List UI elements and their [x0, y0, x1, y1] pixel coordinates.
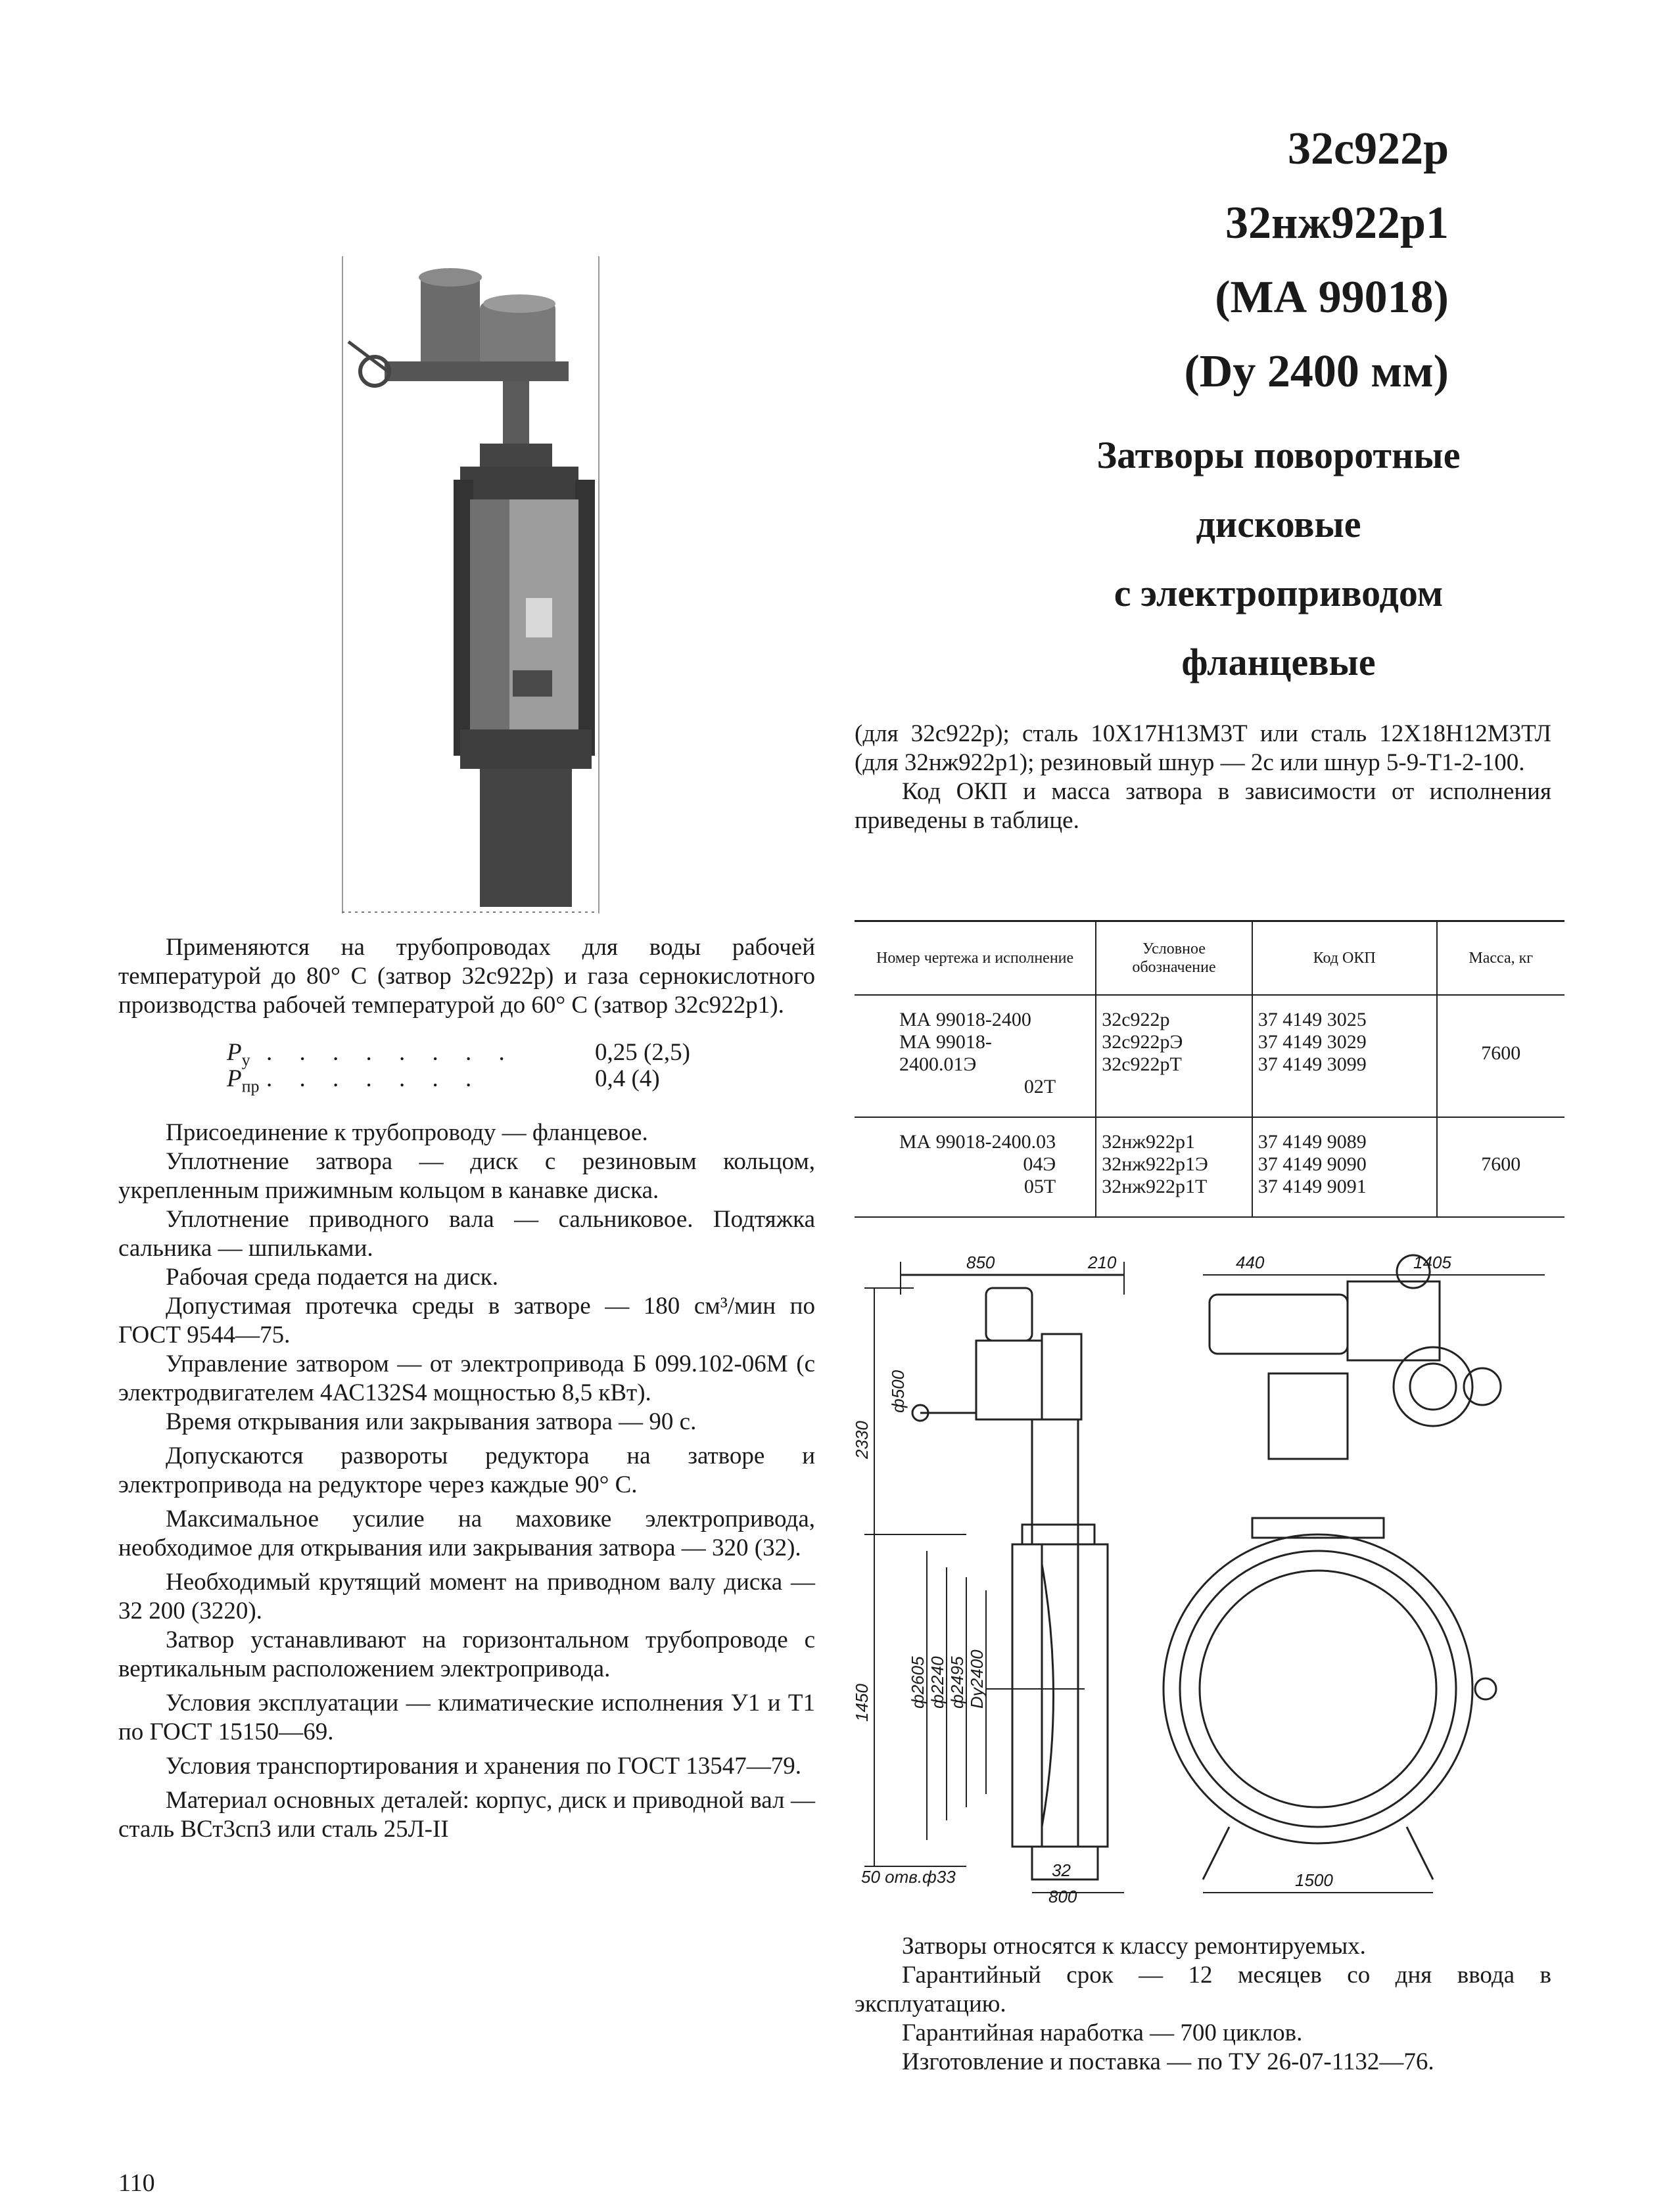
param-row-ppr: [227, 1065, 815, 1096]
title-codes: [1184, 112, 1449, 409]
okp-note: Код ОКП и масса затвора в зависимости от исполнения приведены в таблице.: [855, 778, 1551, 834]
param-value: 0,25 (2,5): [595, 1039, 690, 1066]
param-subscript: пр: [241, 1076, 260, 1096]
designation: 32нж922р1Э: [1102, 1153, 1208, 1175]
dim-850: 850: [966, 1253, 995, 1272]
table-row: [855, 1117, 1564, 1217]
designation: 32с922р: [1102, 1009, 1170, 1030]
drawing-number: МА 99018-2400.01Э: [899, 1031, 992, 1075]
drawing-number: МА 99018-2400: [899, 1009, 1031, 1030]
manufacturing-note: Изготовление и поставка — по ТУ 26-07-1132—76.: [902, 2048, 1434, 2075]
drawing-number: 04Э: [1023, 1153, 1056, 1175]
materials-continuation: (для 32с922р); сталь 10Х17Н13М3Т или сталь 12Х18Н12М3ТЛ (для 32нж922р1); резиновый шнур — 2с или шнур 5-9-Т1-2-100.: [855, 720, 1551, 776]
param-symbol: P: [227, 1039, 242, 1066]
leader-dots: . . . . . . .: [266, 1065, 482, 1092]
paragraph: Управление затвором — от электропривода Б 099.102-06М (с электродвигателем 4АС132S4 мощностью 8,5 кВт).: [118, 1350, 815, 1406]
page-number: 110: [118, 2169, 155, 2197]
drawing-cell: [855, 995, 1096, 1117]
header-designation: Условное обозначение: [1096, 921, 1252, 996]
designation: 32с922рЭ: [1102, 1031, 1183, 1053]
operating-cycles-note: Гарантийная наработка — 700 циклов.: [902, 2019, 1303, 2046]
paragraph: Условия транспортирования и хранения по ГОСТ 13547—79.: [166, 1753, 802, 1780]
okp-code: 37 4149 9091: [1258, 1176, 1367, 1197]
header-mass: Масса, кг: [1437, 921, 1564, 996]
paragraph: Уплотнение затвора — диск с резиновым кольцом, укрепленным прижимным кольцом в канавке диска.: [118, 1148, 815, 1204]
dim-dy2400: Dу2400: [967, 1649, 987, 1709]
drawing-number: 02Т: [1023, 1076, 1056, 1097]
header-okp: Код ОКП: [1252, 921, 1437, 996]
designation: 32нж922р1: [1102, 1131, 1195, 1153]
param-row-pu: [227, 1039, 815, 1070]
product-heading: [855, 421, 1669, 697]
dim-1405: 1405: [1413, 1253, 1451, 1272]
leader-dots: . . . . . . . .: [266, 1039, 515, 1066]
okp-code: 37 4149 9089: [1258, 1131, 1367, 1153]
dim-holes: 50 отв.ф33: [861, 1867, 956, 1887]
drawing-number: МА 99018-2400.03: [899, 1131, 1056, 1153]
mass-cell: 7600: [1437, 995, 1564, 1117]
dim-d2495: ф2495: [947, 1656, 967, 1709]
param-value: 0,4 (4): [595, 1065, 660, 1092]
designation: 32нж922р1Т: [1102, 1176, 1208, 1197]
table-row: [855, 995, 1564, 1117]
paragraph: Присоединение к трубопроводу — фланцевое.: [166, 1119, 648, 1146]
title-code-3: (МА 99018): [1215, 272, 1449, 323]
paragraph: Затвор устанавливают на горизонтальном трубопроводе с вертикальным расположением электропривода.: [118, 1626, 815, 1682]
title-code-1: 32с922р: [1288, 124, 1449, 174]
dim-210: 210: [1088, 1253, 1117, 1272]
bottom-text: [855, 1932, 1551, 2077]
designation-cell: [1096, 995, 1252, 1117]
dim-800: 800: [1048, 1887, 1077, 1906]
pressure-params: [227, 1039, 815, 1096]
drawing-cell: [855, 1117, 1096, 1217]
table-header-row: [855, 921, 1564, 996]
paragraph: Максимальное усилие на маховике электропривода, необходимое для открывания или закрывания затвора — 320 (32).: [118, 1506, 815, 1561]
dim-d2605: ф2605: [908, 1656, 928, 1709]
dim-32: 32: [1052, 1860, 1071, 1880]
designation: 32с922рТ: [1102, 1053, 1182, 1075]
warranty-note: Гарантийный срок — 12 месяцев со дня ввода в эксплуатацию.: [855, 1962, 1551, 2017]
paragraph: Рабочая среда подается на диск.: [166, 1264, 498, 1291]
heading-line-4: фланцевые: [1181, 641, 1376, 683]
paragraph: Уплотнение приводного вала — сальниковое. Подтяжка сальника — шпильками.: [118, 1206, 815, 1262]
repairable-note: Затворы относятся к классу ремонтируемых.: [902, 1933, 1366, 1960]
okp-code: 37 4149 3025: [1258, 1009, 1367, 1030]
dim-1500: 1500: [1295, 1870, 1333, 1890]
paragraph: Время открывания или закрывания затвора — 90 с.: [166, 1408, 697, 1435]
mass-cell: 7600: [1437, 1117, 1564, 1217]
intro-paragraph: Применяются на трубопроводах для воды рабочей температурой до 80° С (затвор 32с922р) и газа сернокислотного производства рабочей температурой до 60° С (затвор 32с922р1).: [118, 934, 815, 1019]
header-drawing: Номер чертежа и исполнение: [855, 921, 1096, 996]
technical-drawing: [835, 1235, 1578, 1906]
okp-cell: [1252, 995, 1437, 1117]
left-column: [118, 933, 815, 1844]
paragraph: Допустимая протечка среды в затворе — 180 см³/мин по ГОСТ 9544—75.: [118, 1293, 815, 1348]
right-column: [855, 720, 1551, 835]
okp-cell: [1252, 1117, 1437, 1217]
valve-photo: [316, 256, 624, 913]
paragraph: Условия эксплуатации — климатические исполнения У1 и Т1 по ГОСТ 15150—69.: [118, 1690, 815, 1745]
okp-code: 37 4149 3029: [1258, 1031, 1367, 1053]
param-symbol: P: [227, 1065, 242, 1092]
okp-code: 37 4149 3099: [1258, 1053, 1367, 1075]
dim-440: 440: [1236, 1253, 1265, 1272]
dim-1450: 1450: [852, 1684, 872, 1722]
title-code-2: 32нж922р1: [1225, 198, 1449, 248]
designation-cell: [1096, 1117, 1252, 1217]
paragraph: Допускаются развороты редуктора на затворе и электропривода на редукторе через каждые 90° С.: [118, 1442, 815, 1498]
title-code-4: (Dу 2400 мм): [1184, 346, 1449, 397]
dim-2330: 2330: [852, 1421, 872, 1459]
param-subscript: у: [241, 1050, 250, 1070]
heading-line-1: Затворы поворотные: [1096, 434, 1461, 476]
dim-d2240: ф2240: [928, 1656, 947, 1709]
paragraph: Материал основных деталей: корпус, диск и приводной вал — сталь ВСт3сп3 или сталь 25Л-II: [118, 1787, 815, 1843]
drawing-number: 05Т: [1023, 1176, 1056, 1197]
paragraph: Необходимый крутящий момент на приводном валу диска — 32 200 (3220).: [118, 1569, 815, 1624]
heading-line-2: дисковые: [1196, 503, 1361, 545]
okp-table: [855, 920, 1564, 1218]
okp-code: 37 4149 9090: [1258, 1153, 1367, 1175]
dim-d500: ф500: [888, 1370, 908, 1413]
heading-line-3: с электроприводом: [1114, 572, 1444, 614]
